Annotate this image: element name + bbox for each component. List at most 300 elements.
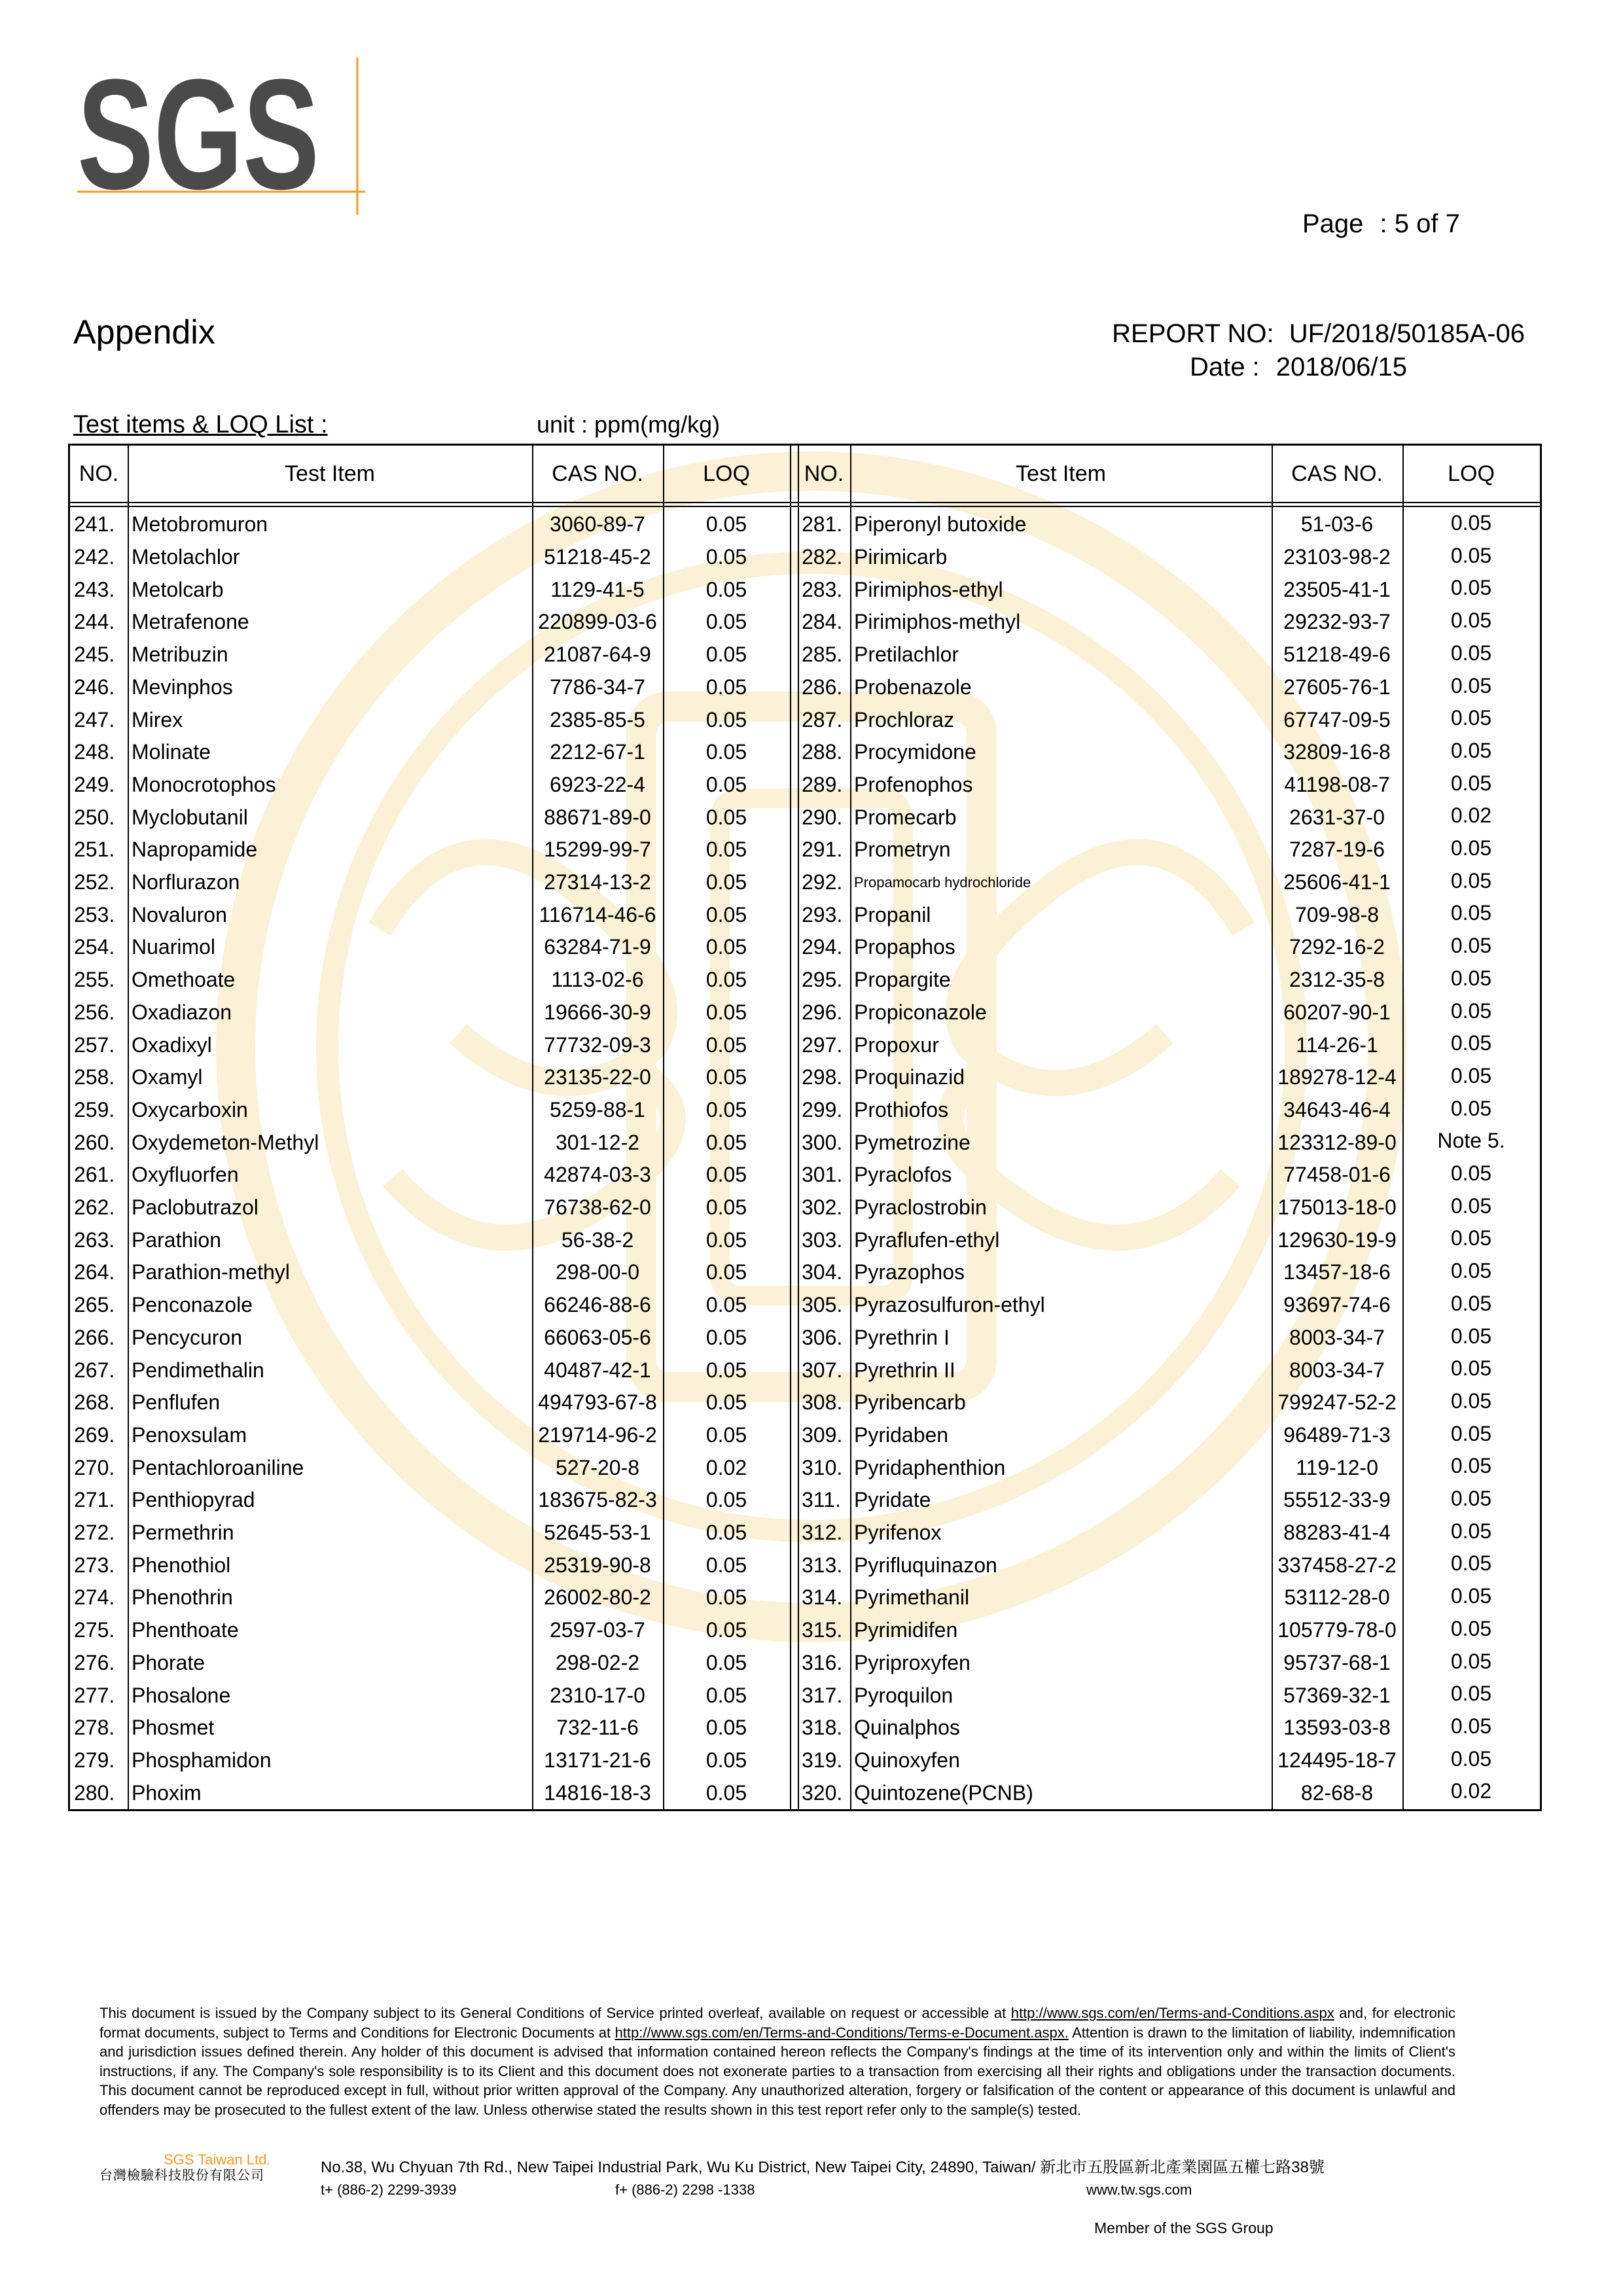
- row-number: 308.: [802, 1390, 843, 1415]
- test-item: Propoxur: [854, 1033, 939, 1057]
- row-number: 315.: [802, 1618, 843, 1642]
- row-number: 314.: [802, 1585, 843, 1610]
- cas-number: 51-03-6: [1300, 512, 1374, 537]
- cas-number: 6923-22-4: [550, 772, 645, 796]
- cas-number: 183675-82-3: [538, 1488, 657, 1512]
- test-item: Penoxsulam: [132, 1422, 247, 1447]
- test-item: Phorate: [132, 1650, 205, 1674]
- column-header: Test Item: [285, 461, 375, 486]
- row-number: 280.: [74, 1780, 115, 1805]
- loq-value: 0.05: [1450, 966, 1492, 990]
- row-number: 263.: [74, 1227, 115, 1252]
- loq-value: 0.05: [1450, 1193, 1492, 1218]
- loq-value: 0.05: [705, 1650, 747, 1674]
- test-item: Piperonyl butoxide: [854, 512, 1027, 537]
- row-number: 310.: [802, 1455, 843, 1479]
- row-number: 295.: [802, 968, 843, 992]
- report-no-value: UF/2018/50185A-06: [1289, 319, 1525, 348]
- row-number: 311.: [802, 1488, 841, 1512]
- table-row: [70, 769, 1540, 802]
- row-number: 288.: [802, 740, 843, 764]
- company-name-en: SGS Taiwan Ltd.: [164, 2151, 271, 2168]
- loq-value: 0.05: [1450, 1714, 1492, 1738]
- test-item: Quinoxyfen: [854, 1748, 960, 1772]
- row-number: 309.: [802, 1422, 843, 1447]
- cas-number: 124495-18-7: [1277, 1748, 1397, 1772]
- loq-value: 0.05: [705, 1130, 747, 1154]
- cas-number: 23505-41-1: [1283, 577, 1391, 601]
- cas-number: 732-11-6: [556, 1716, 639, 1740]
- row-number: 268.: [74, 1390, 115, 1415]
- row-number: 261.: [74, 1163, 115, 1187]
- loq-value: 0.05: [1450, 1649, 1492, 1673]
- cas-number: 298-02-2: [555, 1650, 640, 1674]
- table-row: [70, 1679, 1540, 1712]
- row-number: 305.: [802, 1293, 843, 1317]
- table-row: [70, 573, 1540, 606]
- page-value: : 5 of 7: [1380, 209, 1460, 238]
- table-row: [70, 1776, 1540, 1809]
- cas-number: 8003-34-7: [1289, 1358, 1385, 1382]
- test-item: Phosmet: [132, 1716, 215, 1740]
- terms-e-document-link[interactable]: http://www.sgs.com/en/Terms-and-Conditions/Terms-e-Document.aspx.: [615, 2024, 1069, 2041]
- row-number: 303.: [802, 1227, 843, 1252]
- test-item: Phenthoate: [132, 1618, 239, 1642]
- row-number: 287.: [802, 707, 843, 732]
- test-item: Phosalone: [132, 1683, 231, 1707]
- cas-number: 41198-08-7: [1284, 772, 1390, 796]
- disclaimer: [99, 2004, 1455, 2119]
- row-number: 301.: [802, 1163, 843, 1187]
- cas-number: 13593-03-8: [1283, 1716, 1391, 1740]
- cas-number: 189278-12-4: [1277, 1065, 1397, 1089]
- row-number: 275.: [74, 1618, 115, 1642]
- table-row: [70, 671, 1540, 704]
- cas-number: 56-38-2: [561, 1227, 634, 1252]
- loq-value: 0.05: [705, 1553, 747, 1577]
- loq-value: 0.05: [705, 1325, 747, 1349]
- test-item: Pyrazosulfuron-ethyl: [854, 1293, 1045, 1317]
- test-item: Phoxim: [132, 1780, 202, 1805]
- loq-value: 0.05: [705, 1065, 747, 1089]
- row-number: 302.: [802, 1195, 843, 1220]
- table-row: [70, 1289, 1540, 1322]
- row-number: 284.: [802, 610, 843, 634]
- disclaimer-text-3: Attention is drawn to the limitation of liability, indemnification and jurisdiction issues defined therein. Any holder of this document is advised that information contained hereon reflects the Company's findings at the time of its intervention only and within the limits of Client's instructions, if any. The Company's sole responsibility is to its Client and this document does not exonerate parties to a transaction from exercising all their rights and obligations under the transaction documents. This document cannot be reproduced except in full, without prior written approval of the Company. Any unauthorized alteration, forgery or falsification of the content or appearance of this document is unlawful and offenders may be prosecuted to the fullest extent of the law. Unless otherwise stated the results shown in this test report refer only to the sample(s) tested.: [99, 2024, 1455, 2118]
- row-number: 281.: [802, 512, 843, 537]
- cas-number: 13457-18-6: [1283, 1260, 1391, 1284]
- loq-value: 0.05: [1450, 738, 1492, 762]
- row-number: 318.: [802, 1716, 843, 1740]
- test-item: Pyrimethanil: [854, 1585, 970, 1610]
- loq-value: 0.05: [705, 1227, 747, 1252]
- date-label: Date :: [1189, 353, 1260, 381]
- row-number: 252.: [74, 870, 115, 894]
- cas-number: 3060-89-7: [550, 512, 645, 537]
- loq-value: 0.05: [705, 1422, 747, 1447]
- loq-value: 0.05: [1450, 1031, 1492, 1055]
- loq-value: 0.05: [1450, 934, 1492, 958]
- row-number: 316.: [802, 1650, 843, 1674]
- column-header: LOQ: [1448, 461, 1495, 486]
- test-item: Propaphos: [854, 935, 955, 959]
- cas-number: 337458-27-2: [1277, 1553, 1397, 1577]
- row-number: 298.: [802, 1065, 843, 1089]
- loq-value: 0.05: [1450, 1226, 1492, 1250]
- loq-value: 0.05: [705, 1390, 747, 1415]
- loq-value: 0.05: [1450, 1682, 1492, 1706]
- cas-number: 77458-01-6: [1283, 1163, 1391, 1187]
- page-label: Page: [1302, 209, 1364, 238]
- row-number: 274.: [74, 1585, 115, 1610]
- test-item: Propiconazole: [854, 1000, 987, 1024]
- cas-number: 5259-88-1: [550, 1097, 645, 1122]
- cas-number: 93697-74-6: [1283, 1293, 1391, 1317]
- loq-value: 0.05: [1450, 1259, 1492, 1283]
- cas-number: 52645-53-1: [544, 1521, 651, 1545]
- test-item: Permethrin: [132, 1521, 234, 1545]
- loq-value: 0.05: [705, 512, 747, 537]
- row-number: 289.: [802, 772, 843, 796]
- row-number: 297.: [802, 1033, 843, 1057]
- test-item: Paclobutrazol: [132, 1195, 259, 1220]
- row-number: 255.: [74, 968, 115, 992]
- test-item: Parathion-methyl: [132, 1260, 290, 1284]
- row-number: 285.: [802, 643, 843, 667]
- test-item: Prochloraz: [854, 707, 954, 732]
- cas-number: 53112-28-0: [1284, 1585, 1390, 1610]
- cas-number: 105779-78-0: [1277, 1618, 1397, 1642]
- cas-number: 220899-03-6: [538, 610, 657, 634]
- loq-value: 0.05: [1450, 511, 1492, 535]
- cas-number: 32809-16-8: [1283, 740, 1391, 764]
- test-item: Metrafenone: [132, 610, 249, 634]
- loq-value: 0.05: [705, 643, 747, 667]
- loq-value: 0.05: [1450, 641, 1492, 665]
- loq-value: 0.05: [705, 675, 747, 699]
- loq-value: 0.02: [1450, 1779, 1492, 1803]
- row-number: 317.: [802, 1683, 843, 1707]
- sgs-logo: [77, 46, 372, 222]
- row-number: 256.: [74, 1000, 115, 1024]
- table-row: [70, 1549, 1540, 1581]
- test-item: Metobromuron: [132, 512, 268, 537]
- row-number: 283.: [802, 577, 843, 601]
- test-item: Metolachlor: [132, 545, 240, 569]
- table-row: [70, 703, 1540, 736]
- test-item: Pyrifluquinazon: [854, 1553, 997, 1577]
- test-item: Nuarimol: [132, 935, 216, 959]
- cas-number: 77732-09-3: [544, 1033, 651, 1057]
- loq-value: 0.05: [705, 772, 747, 796]
- test-item: Pyrazophos: [854, 1260, 965, 1284]
- table-row: [70, 1094, 1540, 1127]
- loq-value: 0.05: [1450, 1616, 1492, 1640]
- cas-number: 527-20-8: [555, 1455, 640, 1479]
- cas-number: 66246-88-6: [544, 1293, 651, 1317]
- loq-value: 0.05: [1450, 836, 1492, 860]
- table-row: [70, 1192, 1540, 1224]
- cas-number: 175013-18-0: [1277, 1195, 1397, 1220]
- loq-value: 0.05: [1450, 609, 1492, 633]
- loq-value: 0.05: [1450, 1421, 1492, 1445]
- loq-value: Note 5.: [1437, 1129, 1505, 1153]
- loq-value: 0.05: [705, 610, 747, 634]
- test-item: Pyrimidifen: [854, 1618, 958, 1642]
- table-row: [70, 1159, 1540, 1192]
- row-number: 242.: [74, 545, 115, 569]
- table-row: [70, 1744, 1540, 1777]
- loq-value: 0.05: [1450, 543, 1492, 567]
- loq-value: 0.05: [705, 838, 747, 862]
- row-number: 307.: [802, 1358, 843, 1382]
- row-number: 276.: [74, 1650, 115, 1674]
- cas-number: 55512-33-9: [1283, 1488, 1391, 1512]
- test-item: Phenothrin: [132, 1585, 233, 1610]
- table-row: [70, 1322, 1540, 1354]
- company-name-zh: 台灣檢驗科技股份有限公司: [99, 2168, 264, 2183]
- row-number: 290.: [802, 805, 843, 829]
- test-item: Quinalphos: [854, 1716, 960, 1740]
- table-row: [70, 606, 1540, 639]
- cas-number: 7292-16-2: [1289, 935, 1385, 959]
- report-date: [1190, 353, 1407, 382]
- test-item: Oxadiazon: [132, 1000, 232, 1024]
- table-row: [70, 1517, 1540, 1549]
- test-item: Pyridate: [854, 1488, 931, 1512]
- cas-number: 114-26-1: [1296, 1033, 1378, 1057]
- table-row: [70, 834, 1540, 866]
- cas-number: 14816-18-3: [544, 1780, 651, 1805]
- page-title: Appendix: [73, 313, 215, 351]
- loq-value: 0.05: [705, 1293, 747, 1317]
- cas-number: 2385-85-5: [550, 707, 645, 732]
- test-item: Pyrethrin II: [854, 1358, 955, 1382]
- loq-value: 0.05: [705, 1097, 747, 1122]
- table-row: [70, 1224, 1540, 1256]
- test-item: Monocrotophos: [132, 772, 276, 796]
- loq-value: 0.05: [705, 968, 747, 992]
- test-item: Probenazole: [854, 675, 972, 699]
- member-line: Member of the SGS Group: [1094, 2219, 1274, 2236]
- row-number: 269.: [74, 1422, 115, 1447]
- terms-link[interactable]: http://www.sgs.com/en/Terms-and-Conditions.aspx: [1010, 2005, 1334, 2021]
- loq-value: 0.05: [705, 707, 747, 732]
- loq-value: 0.05: [1450, 1746, 1492, 1771]
- row-number: 241.: [74, 512, 115, 537]
- loq-value: 0.05: [1450, 1519, 1492, 1543]
- website: www.tw.sgs.com: [1086, 2181, 1192, 2198]
- loq-value: 0.05: [705, 545, 747, 569]
- table-row: [70, 1354, 1540, 1386]
- test-item: Parathion: [132, 1227, 221, 1252]
- phone-number: t+ (886-2) 2299-3939: [321, 2181, 457, 2198]
- table-row: [70, 1451, 1540, 1484]
- page-number: [1302, 209, 1460, 239]
- cas-number: 29232-93-7: [1283, 610, 1391, 634]
- loq-value: 0.05: [705, 1195, 747, 1220]
- cas-number: 8003-34-7: [1289, 1325, 1385, 1349]
- test-item: Penconazole: [132, 1293, 253, 1317]
- row-number: 253.: [74, 902, 115, 927]
- table-row: [70, 801, 1540, 834]
- loq-value: 0.05: [705, 740, 747, 764]
- cas-number: 34643-46-4: [1283, 1097, 1391, 1122]
- loq-value: 0.05: [1450, 1356, 1492, 1381]
- cas-number: 2310-17-0: [550, 1683, 645, 1707]
- table-row: [70, 964, 1540, 997]
- row-number: 248.: [74, 740, 115, 764]
- test-item: Pymetrozine: [854, 1130, 971, 1154]
- table-row: [70, 1419, 1540, 1452]
- cas-number: 1129-41-5: [550, 577, 645, 601]
- row-number: 257.: [74, 1033, 115, 1057]
- cas-number: 51218-45-2: [544, 545, 651, 569]
- loq-value: 0.05: [705, 577, 747, 601]
- loq-value: 0.05: [1450, 1487, 1492, 1510]
- test-item: Propamocarb hydrochloride: [854, 874, 1031, 891]
- test-item: Pentachloroaniline: [132, 1455, 304, 1479]
- table-row: [70, 1126, 1540, 1159]
- cas-number: 88671-89-0: [544, 805, 651, 829]
- row-number: 270.: [74, 1455, 115, 1479]
- test-item: Pyridaben: [854, 1422, 949, 1447]
- loq-value: 0.05: [705, 805, 747, 829]
- loq-value: 0.05: [705, 1033, 747, 1057]
- cas-number: 96489-71-3: [1283, 1422, 1391, 1447]
- cas-number: 27605-76-1: [1283, 675, 1391, 699]
- cas-number: 116714-46-6: [539, 902, 656, 927]
- report-number: [1112, 319, 1525, 349]
- cas-number: 25606-41-1: [1283, 870, 1391, 894]
- test-item: Metolcarb: [132, 577, 224, 601]
- loq-value: 0.05: [1450, 1291, 1492, 1315]
- row-number: 250.: [74, 805, 115, 829]
- cas-number: 51218-49-6: [1283, 643, 1391, 667]
- cas-number: 88283-41-4: [1283, 1521, 1391, 1545]
- cas-number: 2212-67-1: [550, 740, 645, 764]
- report-no-label: REPORT NO:: [1112, 319, 1274, 348]
- row-number: 243.: [74, 577, 115, 601]
- cas-number: 15299-99-7: [544, 838, 651, 862]
- cas-number: 123312-89-0: [1277, 1130, 1397, 1154]
- test-item: Oxydemeton-Methyl: [132, 1130, 319, 1154]
- row-number: 319.: [802, 1748, 843, 1772]
- row-number: 278.: [74, 1716, 115, 1740]
- cas-number: 301-12-2: [555, 1130, 640, 1154]
- cas-number: 799247-52-2: [1277, 1390, 1397, 1415]
- loq-value: 0.05: [1450, 576, 1492, 600]
- table-row: [70, 639, 1540, 671]
- table-row: [70, 931, 1540, 964]
- unit-label: unit : ppm(mg/kg): [537, 411, 721, 438]
- test-item: Pyraclofos: [854, 1163, 952, 1187]
- loq-value: 0.05: [705, 1683, 747, 1707]
- table-row: [70, 1712, 1540, 1744]
- row-number: 306.: [802, 1325, 843, 1349]
- cas-number: 298-00-0: [555, 1260, 640, 1284]
- loq-value: 0.05: [705, 1260, 747, 1284]
- loq-value: 0.05: [1450, 1161, 1492, 1185]
- loq-value: 0.05: [1450, 673, 1492, 698]
- test-item: Promecarb: [854, 805, 957, 829]
- test-item: Oxyfluorfen: [132, 1163, 239, 1187]
- row-number: 265.: [74, 1293, 115, 1317]
- row-number: 277.: [74, 1683, 115, 1707]
- loq-value: 0.05: [1450, 1454, 1492, 1478]
- row-number: 320.: [802, 1780, 843, 1805]
- row-number: 300.: [802, 1130, 843, 1154]
- table-row: [70, 1647, 1540, 1680]
- sgs-logo-graphic: [77, 46, 372, 222]
- row-number: 264.: [74, 1260, 115, 1284]
- loq-value: 0.05: [1450, 771, 1492, 795]
- test-item: Pirimiphos-methyl: [854, 610, 1021, 634]
- row-number: 304.: [802, 1260, 843, 1284]
- cas-number: 2597-03-7: [550, 1618, 645, 1642]
- cas-number: 67747-09-5: [1283, 707, 1391, 732]
- row-number: 271.: [74, 1488, 115, 1512]
- test-item: Mevinphos: [132, 675, 233, 699]
- test-item: Pyraclostrobin: [854, 1195, 987, 1220]
- test-item: Proquinazid: [854, 1065, 965, 1089]
- cas-number: 709-98-8: [1294, 902, 1380, 927]
- loq-value: 0.05: [705, 1000, 747, 1024]
- table-row: [70, 1581, 1540, 1614]
- cas-number: 119-12-0: [1296, 1455, 1378, 1479]
- cas-number: 7786-34-7: [550, 675, 645, 699]
- loq-value: 0.05: [705, 1780, 747, 1805]
- test-item: Pyriproxyfen: [854, 1650, 971, 1674]
- test-item: Mirex: [132, 707, 183, 732]
- test-item: Procymidone: [854, 740, 976, 764]
- header-divider: [70, 506, 1540, 507]
- test-item: Penthiopyrad: [132, 1488, 255, 1512]
- test-item: Omethoate: [132, 968, 236, 992]
- table-row: [70, 1614, 1540, 1647]
- table-row: [70, 1386, 1540, 1419]
- cas-number: 2631-37-0: [1289, 805, 1385, 829]
- test-item: Napropamide: [132, 838, 258, 862]
- loq-value: 0.05: [705, 870, 747, 894]
- date-value: 2018/06/15: [1275, 353, 1407, 381]
- row-number: 246.: [74, 675, 115, 699]
- loq-value: 0.05: [1450, 1551, 1492, 1576]
- test-item: Pyridaphenthion: [854, 1455, 1006, 1479]
- cas-number: 1113-02-6: [551, 968, 644, 992]
- test-item: Pirimicarb: [854, 545, 948, 569]
- loq-value: 0.05: [705, 1716, 747, 1740]
- cas-number: 76738-62-0: [544, 1195, 651, 1220]
- row-number: 291.: [802, 838, 843, 862]
- test-item: Pendimethalin: [132, 1358, 264, 1382]
- table-row: [70, 508, 1540, 541]
- cas-number: 27314-13-2: [544, 870, 651, 894]
- row-number: 251.: [74, 838, 115, 862]
- loq-value: 0.05: [705, 1585, 747, 1610]
- svg-text:SGS: SGS: [77, 46, 319, 222]
- test-item: Myclobutanil: [132, 805, 248, 829]
- disclaimer-text-2: and, for electronic format documents, subject to Terms and Conditions for Electronic Documents at: [99, 2005, 1456, 2041]
- test-item: Oxadixyl: [132, 1033, 212, 1057]
- list-title: Test items & LOQ List :: [73, 411, 328, 438]
- cas-number: 40487-42-1: [544, 1358, 651, 1382]
- loq-value: 0.05: [1450, 1063, 1492, 1087]
- cas-number: 13171-21-6: [544, 1748, 651, 1772]
- test-item: Pyrifenox: [854, 1521, 942, 1545]
- cas-number: 26002-80-2: [544, 1585, 651, 1610]
- row-number: 254.: [74, 935, 115, 959]
